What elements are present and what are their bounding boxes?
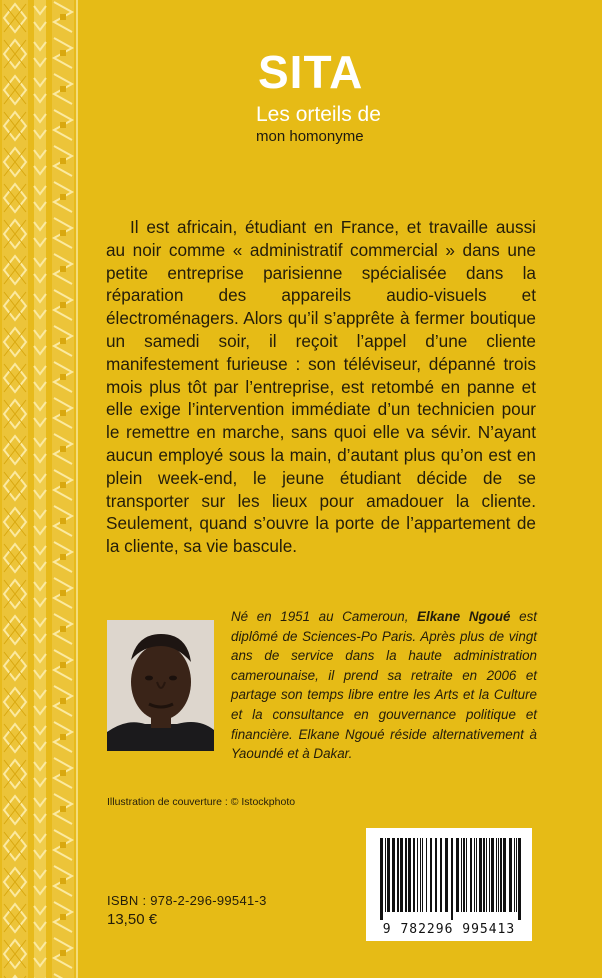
- barcode-bar-14: [435, 838, 437, 912]
- back-cover-blurb: Il est africain, étudiant en France, et travaille aussi au noir comme « administratif commercial » dans une petite entreprise parisienne spécialisée dans la réparation des appareils audio-visuels et électroménagers. Alors qu’il s’apprête à fermer boutique un samedi soir, il reçoit l’appel d’une cliente manifestement furieuse : son téléviseur, dépanné trois mois plus tôt par l’entreprise, est retombé en panne et elle exige l’intervention immédiate d’un technicien pour le remettre en marche, sans quoi elle va sévir. N’ayant aucun employé sous la main, d’autant plus qu’on est en plein week-end, le jeune étudiant décide de se transporter sur les lieux pour amadouer la cliente. Seulement, quand s’ouvre la porte de l’appartement de la cliente, sa vie bascule.: [106, 217, 536, 557]
- barcode-bar-7: [408, 838, 411, 912]
- barcode-bar-17: [451, 838, 453, 920]
- author-name: Elkane Ngoué: [417, 609, 511, 624]
- barcode-bar-25: [479, 838, 482, 912]
- barcode-bar-31: [498, 838, 499, 912]
- barcode-bar-18: [456, 838, 459, 912]
- barcode-bar-2: [387, 838, 390, 912]
- barcode-bar-22: [470, 838, 472, 912]
- barcode-bar-21: [466, 838, 467, 912]
- author-photo: [107, 620, 214, 751]
- barcode-bar-5: [400, 838, 403, 912]
- author-bio-body: est diplômé de Sciences-Po Paris. Après plus de vingt ans de service dans la haute administration camerounaise, il prend sa retraite en 2006 et partage son temps libre entre les Arts et la Culture et la consultance en gouvernance politique et financière. Elkane Ngoué réside alternativement à Yaoundé et à Dakar.: [231, 609, 537, 762]
- barcode-bar-26: [483, 838, 485, 912]
- barcode-bar-30: [496, 838, 497, 912]
- book-subtitle-line1: Les orteils de: [256, 103, 381, 126]
- barcode-bar-28: [489, 838, 490, 912]
- barcode-bar-27: [486, 838, 487, 912]
- pattern-svg: [0, 0, 78, 978]
- barcode-bar-37: [518, 838, 521, 920]
- barcode-bar-10: [420, 838, 421, 912]
- author-bio-intro: Né en 1951 au Cameroun,: [231, 609, 418, 624]
- barcode-bar-24: [476, 838, 477, 912]
- barcode-bar-12: [426, 838, 427, 912]
- barcode-bar-0: [380, 838, 383, 920]
- book-subtitle-line2: mon homonyme: [256, 128, 364, 145]
- book-title: SITA: [258, 46, 364, 98]
- barcode-bar-3: [392, 838, 395, 912]
- barcode-bar-6: [405, 838, 407, 912]
- barcode-bar-20: [463, 838, 465, 912]
- barcode-bar-15: [440, 838, 442, 912]
- barcode-bar-23: [474, 838, 475, 912]
- title-block: [250, 48, 470, 146]
- barcode-bar-35: [514, 838, 515, 912]
- barcode-bar-29: [491, 838, 494, 912]
- cover-illustration-credit: Illustration de couverture : © Istockphoto: [107, 796, 296, 808]
- barcode-bar-13: [430, 838, 432, 912]
- barcode-bar-4: [397, 838, 399, 912]
- barcode-bar-34: [509, 838, 512, 912]
- barcode-bar-11: [422, 838, 423, 912]
- barcode-bar-9: [417, 838, 418, 912]
- barcode: [366, 828, 532, 941]
- price: 13,50 €: [107, 911, 158, 928]
- author-bio: [231, 607, 537, 764]
- decorative-pattern-border: [0, 0, 78, 978]
- barcode-digits: 9 782296 995413: [382, 922, 516, 937]
- barcode-bar-36: [516, 838, 517, 912]
- barcode-bar-33: [503, 838, 506, 912]
- barcode-bar-16: [445, 838, 448, 912]
- barcode-bar-19: [461, 838, 462, 912]
- barcode-bar-1: [385, 838, 386, 912]
- barcode-bar-8: [413, 838, 415, 912]
- isbn: ISBN : 978-2-296-99541-3: [107, 893, 267, 908]
- barcode-bar-32: [500, 838, 502, 912]
